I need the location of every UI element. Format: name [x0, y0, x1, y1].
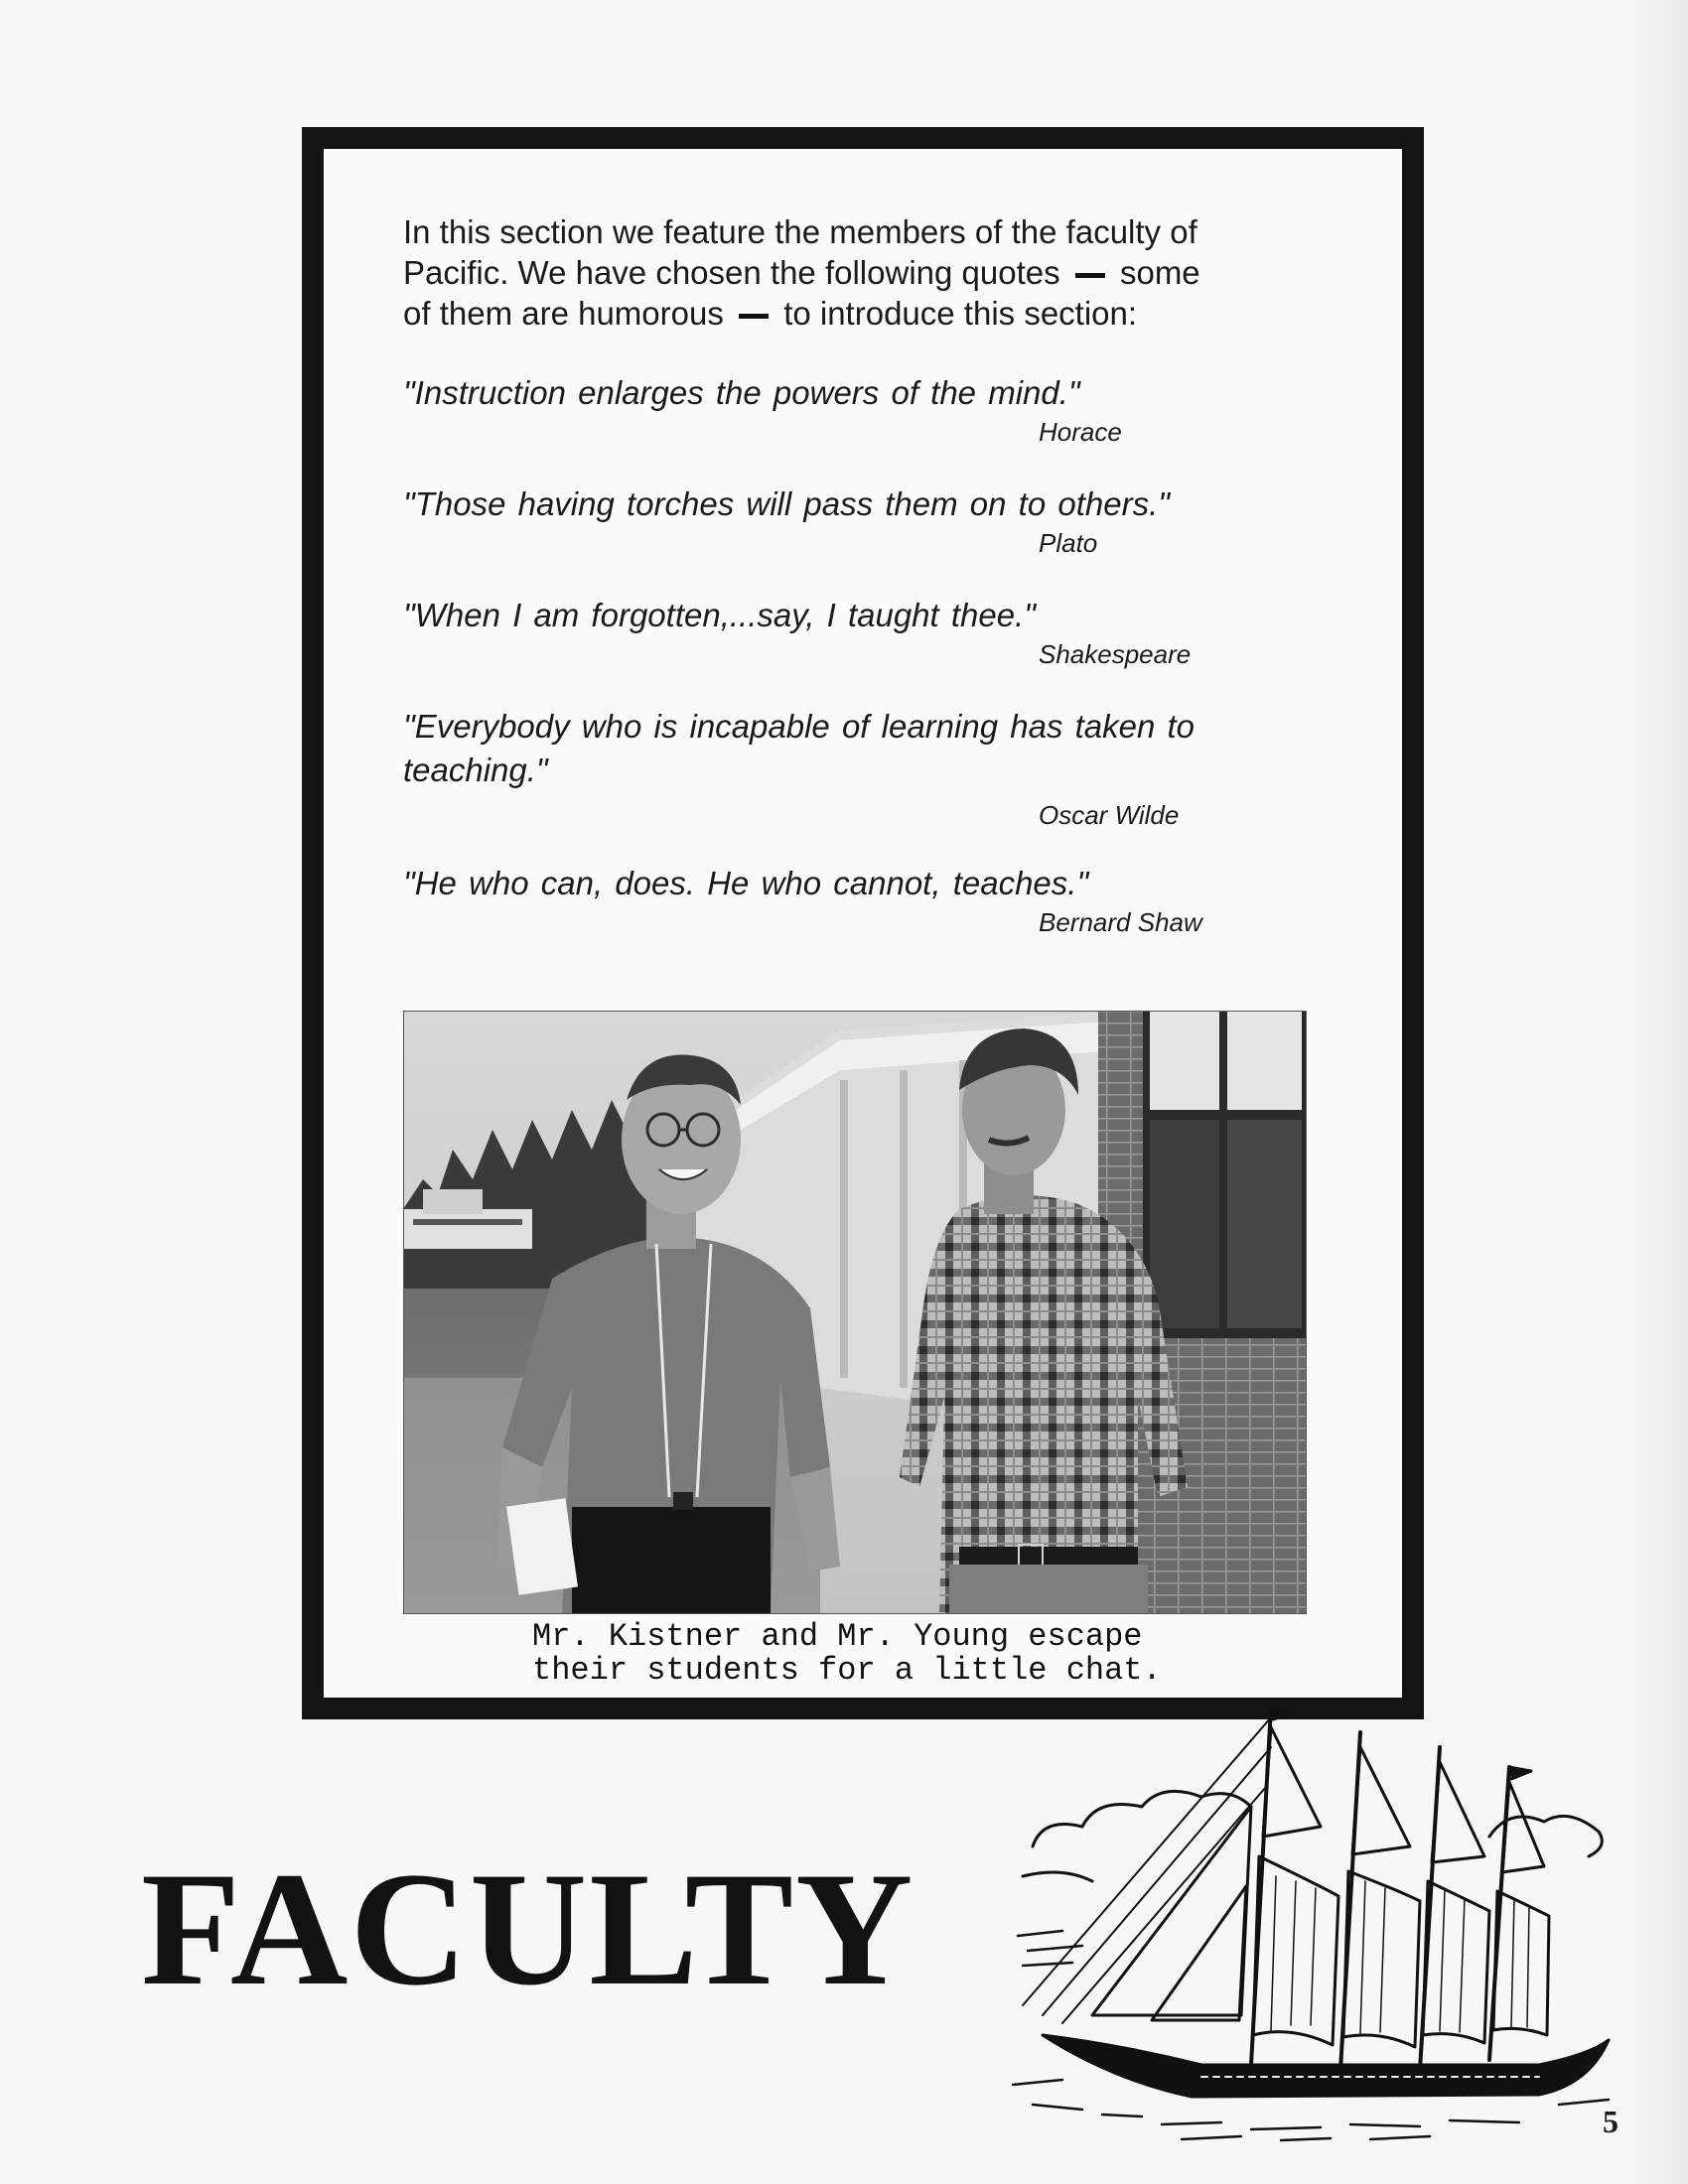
- intro-line-3b: to introduce this section:: [783, 295, 1138, 332]
- intro-paragraph: [403, 211, 1307, 334]
- quote-text: "Everybody who is incapable of learning has taken to teaching.": [403, 708, 1196, 788]
- quote-text: "Those having torches will pass them on to others.": [403, 485, 1170, 522]
- photo-caption: [532, 1620, 1227, 1688]
- intro-line-2b: some: [1119, 254, 1200, 291]
- teachers-photo: [403, 1011, 1307, 1614]
- quote-shakespeare: [403, 594, 1307, 671]
- em-dash-2: [739, 314, 769, 319]
- quote-plato: [403, 482, 1307, 560]
- em-dash-1: [1075, 273, 1105, 278]
- quote-author: Horace: [1039, 417, 1122, 447]
- caption-line-2: their students for a little chat.: [532, 1652, 1162, 1689]
- quote-author: Oscar Wilde: [1039, 800, 1180, 830]
- quote-author: Plato: [1039, 528, 1098, 558]
- quote-oscar-wilde: [403, 705, 1307, 832]
- intro-line-2a: Pacific. We have chosen the following quotes: [403, 254, 1060, 291]
- quote-horace: [403, 371, 1307, 449]
- sailing-ship-illustration: [1003, 1688, 1618, 2144]
- quote-author: Shakespeare: [1039, 639, 1192, 669]
- quote-text: "He who can, does. He who cannot, teaches.": [403, 865, 1089, 901]
- page-number: 5: [1603, 2104, 1618, 2139]
- quote-text: "When I am forgotten,...say, I taught thee.": [403, 597, 1036, 633]
- intro-line-1: In this section we feature the members of the faculty of: [403, 213, 1197, 250]
- quote-author: Bernard Shaw: [1039, 907, 1202, 937]
- quote-bernard-shaw: [403, 862, 1307, 939]
- faculty-heading: FACULTY: [141, 1840, 915, 2019]
- page-edge-shadow: [1628, 0, 1688, 2184]
- quote-frame: [302, 127, 1424, 1719]
- intro-line-3a: of them are humorous: [403, 295, 724, 332]
- quote-text: "Instruction enlarges the powers of the mind.": [403, 374, 1080, 411]
- caption-line-1: Mr. Kistner and Mr. Young escape: [532, 1618, 1143, 1655]
